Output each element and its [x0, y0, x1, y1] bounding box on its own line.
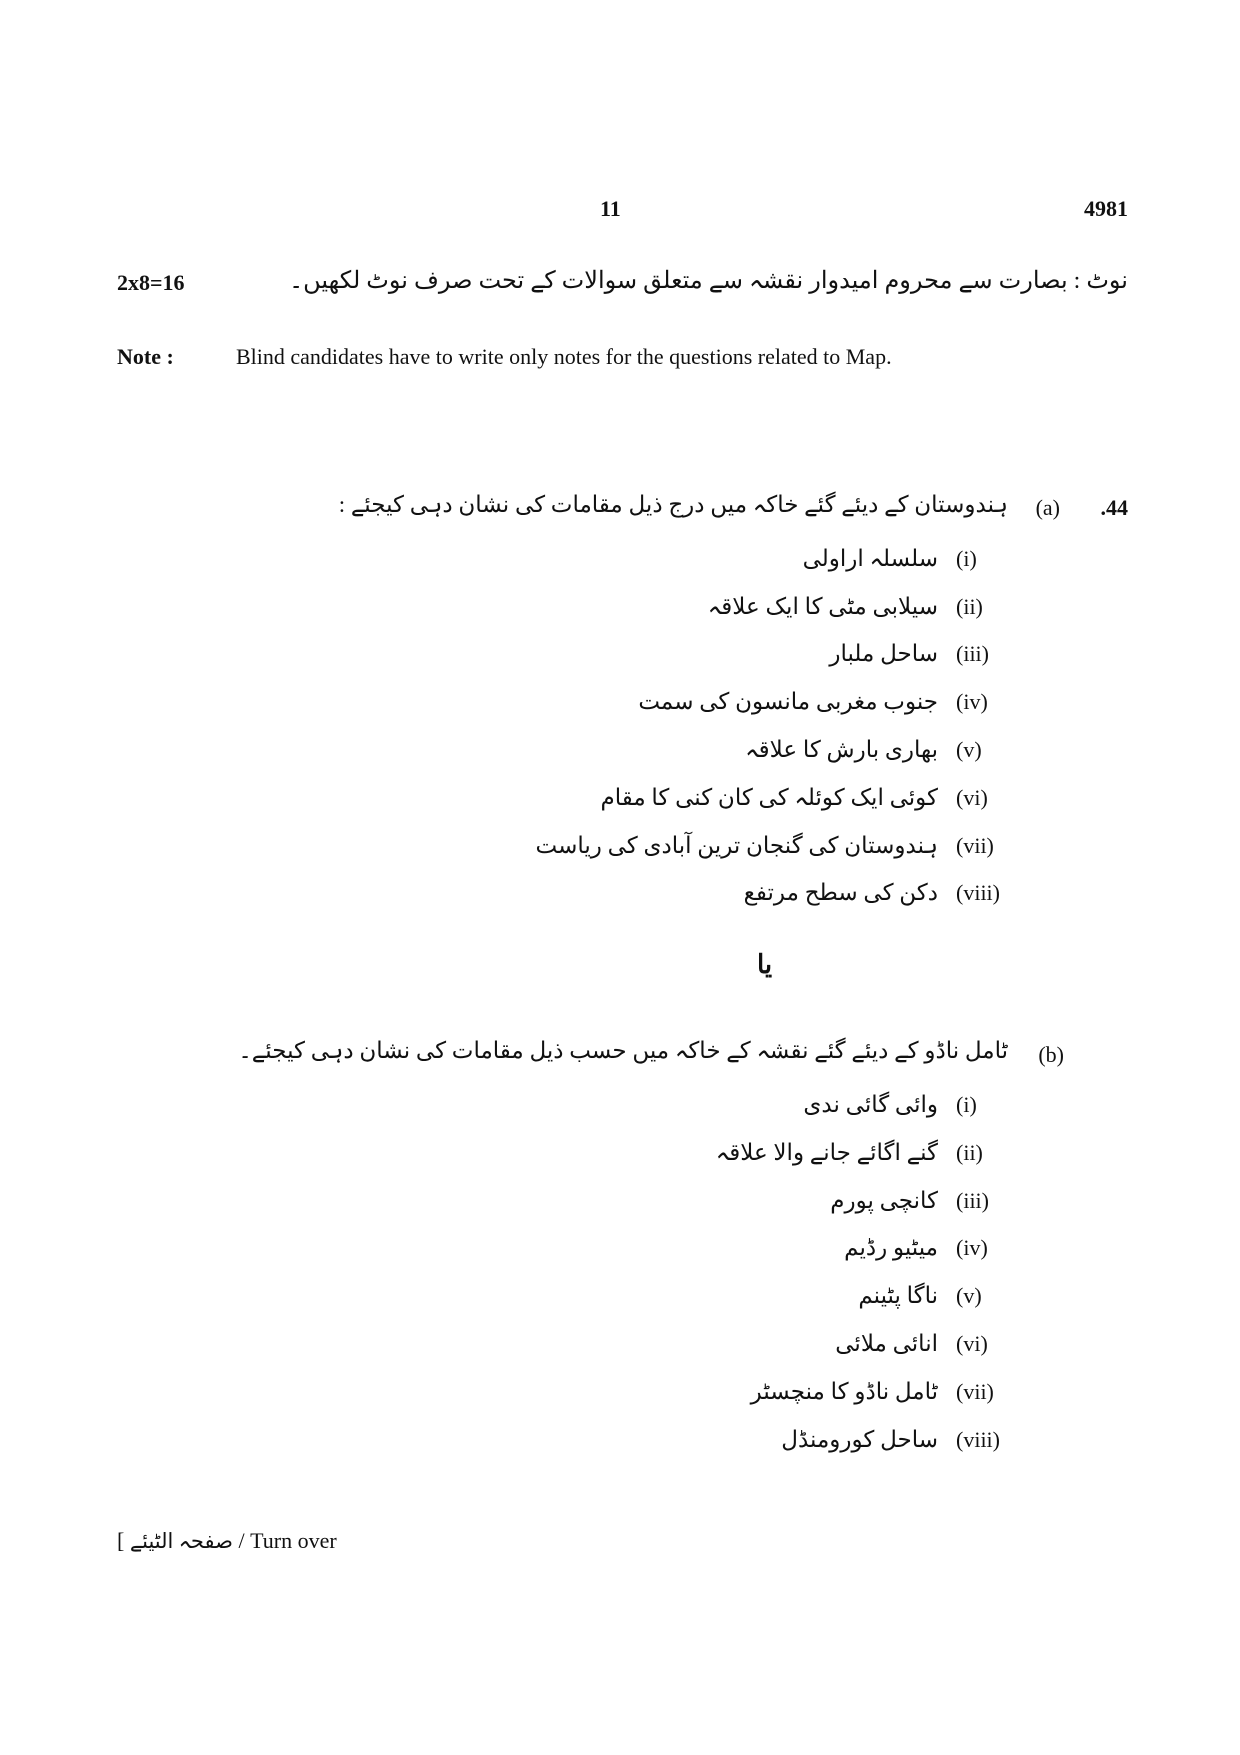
- item-number: (iv): [956, 689, 988, 714]
- part-b-item: [803, 1092, 1008, 1118]
- item-number: (i): [956, 1092, 977, 1117]
- item-text: انائی ملائی: [835, 1331, 938, 1356]
- item-number: (vii): [956, 833, 994, 858]
- part-a-item: [638, 689, 1008, 715]
- item-text: ہندوستان کی گنجان ترین آبادی کی ریاست: [535, 833, 938, 858]
- turn-over-footer: [117, 1528, 337, 1554]
- part-b-stem: ٹامل ناڈو کے دیئے گئے نقشہ کے خاکہ میں حسب ذیل مقامات کی نشان دہی کیجئے۔: [238, 1038, 1008, 1063]
- note-english-text: Blind candidates have to write only notes for the questions related to Map.: [236, 344, 892, 369]
- item-text: کوئی ایک کوئلہ کی کان کنی کا مقام: [600, 785, 938, 810]
- part-a-item: [803, 546, 1008, 572]
- item-text: ناگا پٹینم: [858, 1283, 938, 1308]
- part-a-item: [708, 594, 1008, 620]
- part-a-label: (a): [1035, 495, 1060, 520]
- item-text: سیلابی مٹی کا ایک علاقہ: [707, 594, 938, 619]
- item-text: بھاری بارش کا علاقہ: [745, 737, 938, 762]
- part-a-item: [536, 833, 1009, 859]
- part-a-item: [744, 880, 1008, 906]
- note-label: Note :: [117, 344, 174, 369]
- part-b-item: [716, 1140, 1008, 1166]
- item-number: (v): [956, 1283, 982, 1308]
- item-text: وائی گائی ندی: [803, 1092, 938, 1117]
- item-text: ساحل کورومنڈل: [781, 1427, 938, 1452]
- footer-separator: /: [238, 1528, 245, 1553]
- item-text: جنوب مغربی مانسون کی سمت: [638, 689, 938, 714]
- item-number: (viii): [956, 1427, 1000, 1452]
- footer-bracket: [: [117, 1528, 125, 1553]
- item-number: (i): [956, 546, 977, 571]
- footer-urdu-turn: صفحہ الٹیئے: [129, 1529, 233, 1553]
- item-text: میٹیو رڈیم: [844, 1235, 938, 1260]
- item-number: (iii): [956, 641, 989, 666]
- part-a-stem: ہندوستان کے دیئے گئے خاکہ میں درج ذیل مقامات کی نشان دہی کیجئے :: [338, 492, 1008, 517]
- urdu-note: نوٹ : بصارت سے محروم امیدوار نقشہ سے متعلق سوالات کے تحت صرف نوٹ لکھیں۔: [289, 268, 1128, 294]
- item-number: (iv): [956, 1235, 988, 1260]
- item-text: سلسلہ اراولی: [802, 546, 938, 571]
- part-a-item: [829, 641, 1008, 667]
- item-number: (vi): [956, 785, 988, 810]
- item-text: کانچی پورم: [830, 1188, 938, 1213]
- part-b-item: [835, 1331, 1008, 1357]
- part-b-label: (b): [1038, 1042, 1064, 1067]
- question-number: .44: [1100, 495, 1128, 520]
- item-text: ساحل ملبار: [829, 641, 938, 666]
- item-number: (v): [956, 737, 982, 762]
- part-b-item: [781, 1427, 1008, 1453]
- item-number: (iii): [956, 1188, 989, 1213]
- item-text: ٹامل ناڈو کا منچسٹر: [750, 1379, 938, 1404]
- item-text: گنے اگائے جانے والا علاقہ: [715, 1140, 938, 1165]
- part-b-item: [830, 1188, 1008, 1214]
- part-b-item: [858, 1283, 1008, 1309]
- part-b-item: [751, 1379, 1008, 1405]
- item-number: (vii): [956, 1379, 994, 1404]
- item-number: (ii): [956, 1140, 983, 1165]
- item-number: (ii): [956, 594, 983, 619]
- page-number: 11: [600, 196, 621, 221]
- item-text: دکن کی سطح مرتفع: [743, 880, 938, 905]
- item-number: (viii): [956, 880, 1000, 905]
- part-a-item: [745, 737, 1008, 763]
- or-divider: یا: [757, 950, 773, 979]
- part-a-item: [600, 785, 1008, 811]
- part-b-item: [844, 1235, 1008, 1261]
- marks-allotment: 2x8=16: [117, 270, 185, 295]
- paper-code: 4981: [1084, 196, 1128, 221]
- item-number: (vi): [956, 1331, 988, 1356]
- footer-english-turn: Turn over: [250, 1528, 337, 1553]
